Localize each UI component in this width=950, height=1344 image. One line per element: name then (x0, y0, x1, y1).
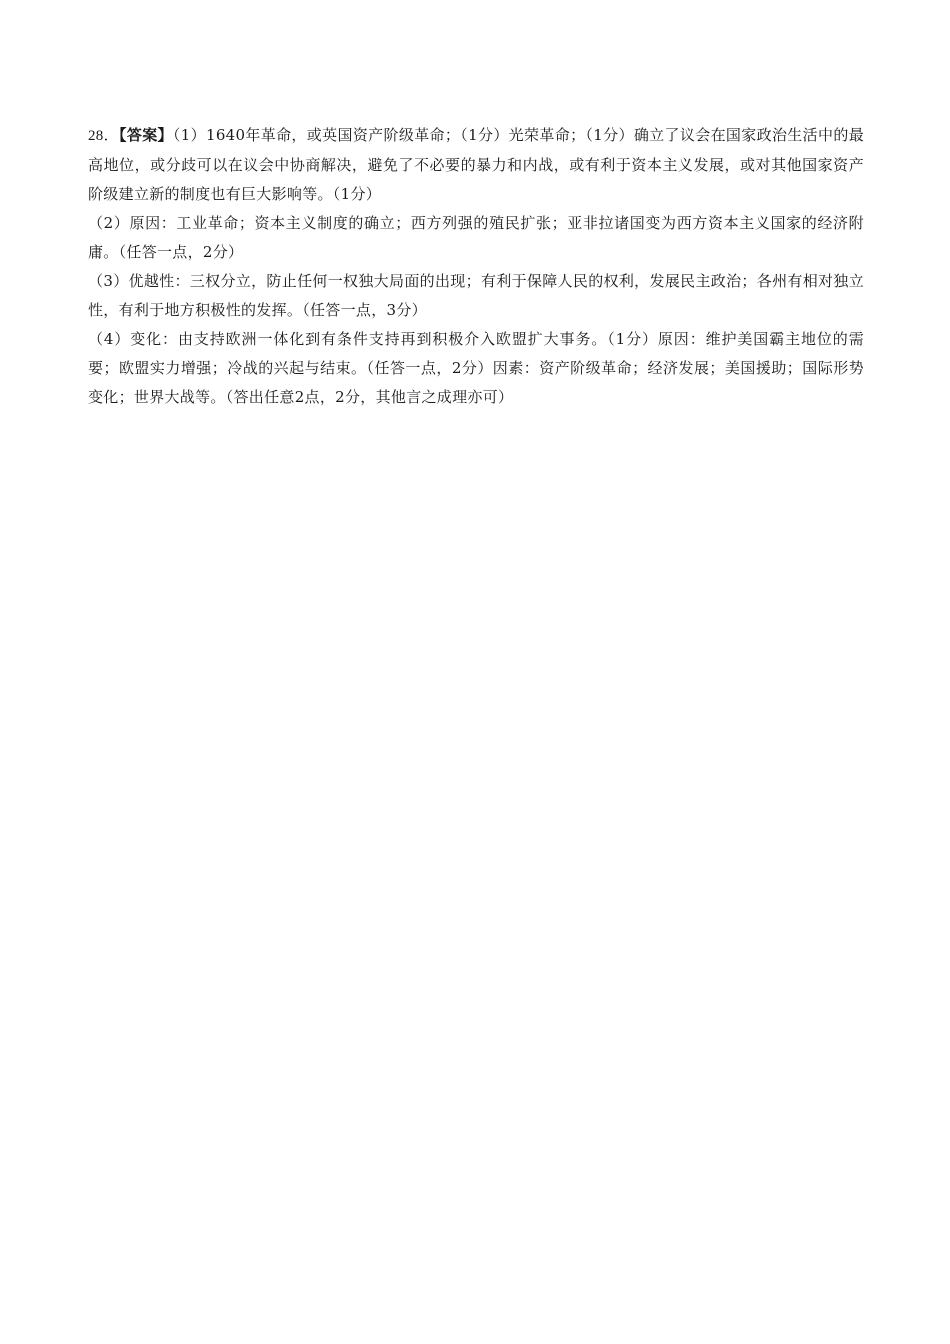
answer-part-1-text: （1）1640年革命，或英国资产阶级革命；（1分）光荣革命；（1分）确立了议会在国家政治生活中的最高地位，或分歧可以在议会中协商解决，避免了不必要的暴力和内战，或有利于资本主义发展，或对其他国家资产阶级建立新的制度也有巨大影响等。（1分） (88, 126, 864, 203)
answer-part-3: （3）优越性：三权分立，防止任何一权独大局面的出现；有利于保障人民的权利，发展民主政治；各州有相对独立性，有利于地方积极性的发挥。（任答一点，3分） (88, 272, 864, 319)
answer-block (88, 121, 864, 412)
answer-tag: 【答案】 (119, 126, 173, 144)
answer-part-1 (88, 121, 864, 209)
answer-part-4: （4）变化：由支持欧洲一体化到有条件支持再到积极介入欧盟扩大事务。（1分）原因：维护美国霸主地位的需要；欧盟实力增强；冷战的兴起与结束。（任答一点，2分）因素：资产阶级革命；经济发展；美国援助；国际形势变化；世界大战等。（答出任意2点，2分，其他言之成理亦可） (88, 330, 864, 406)
question-number: 28． (88, 128, 119, 144)
answer-part-2: （2）原因：工业革命；资本主义制度的确立；西方列强的殖民扩张；亚非拉诸国变为西方资本主义国家的经济附庸。（任答一点，2分） (88, 214, 864, 261)
